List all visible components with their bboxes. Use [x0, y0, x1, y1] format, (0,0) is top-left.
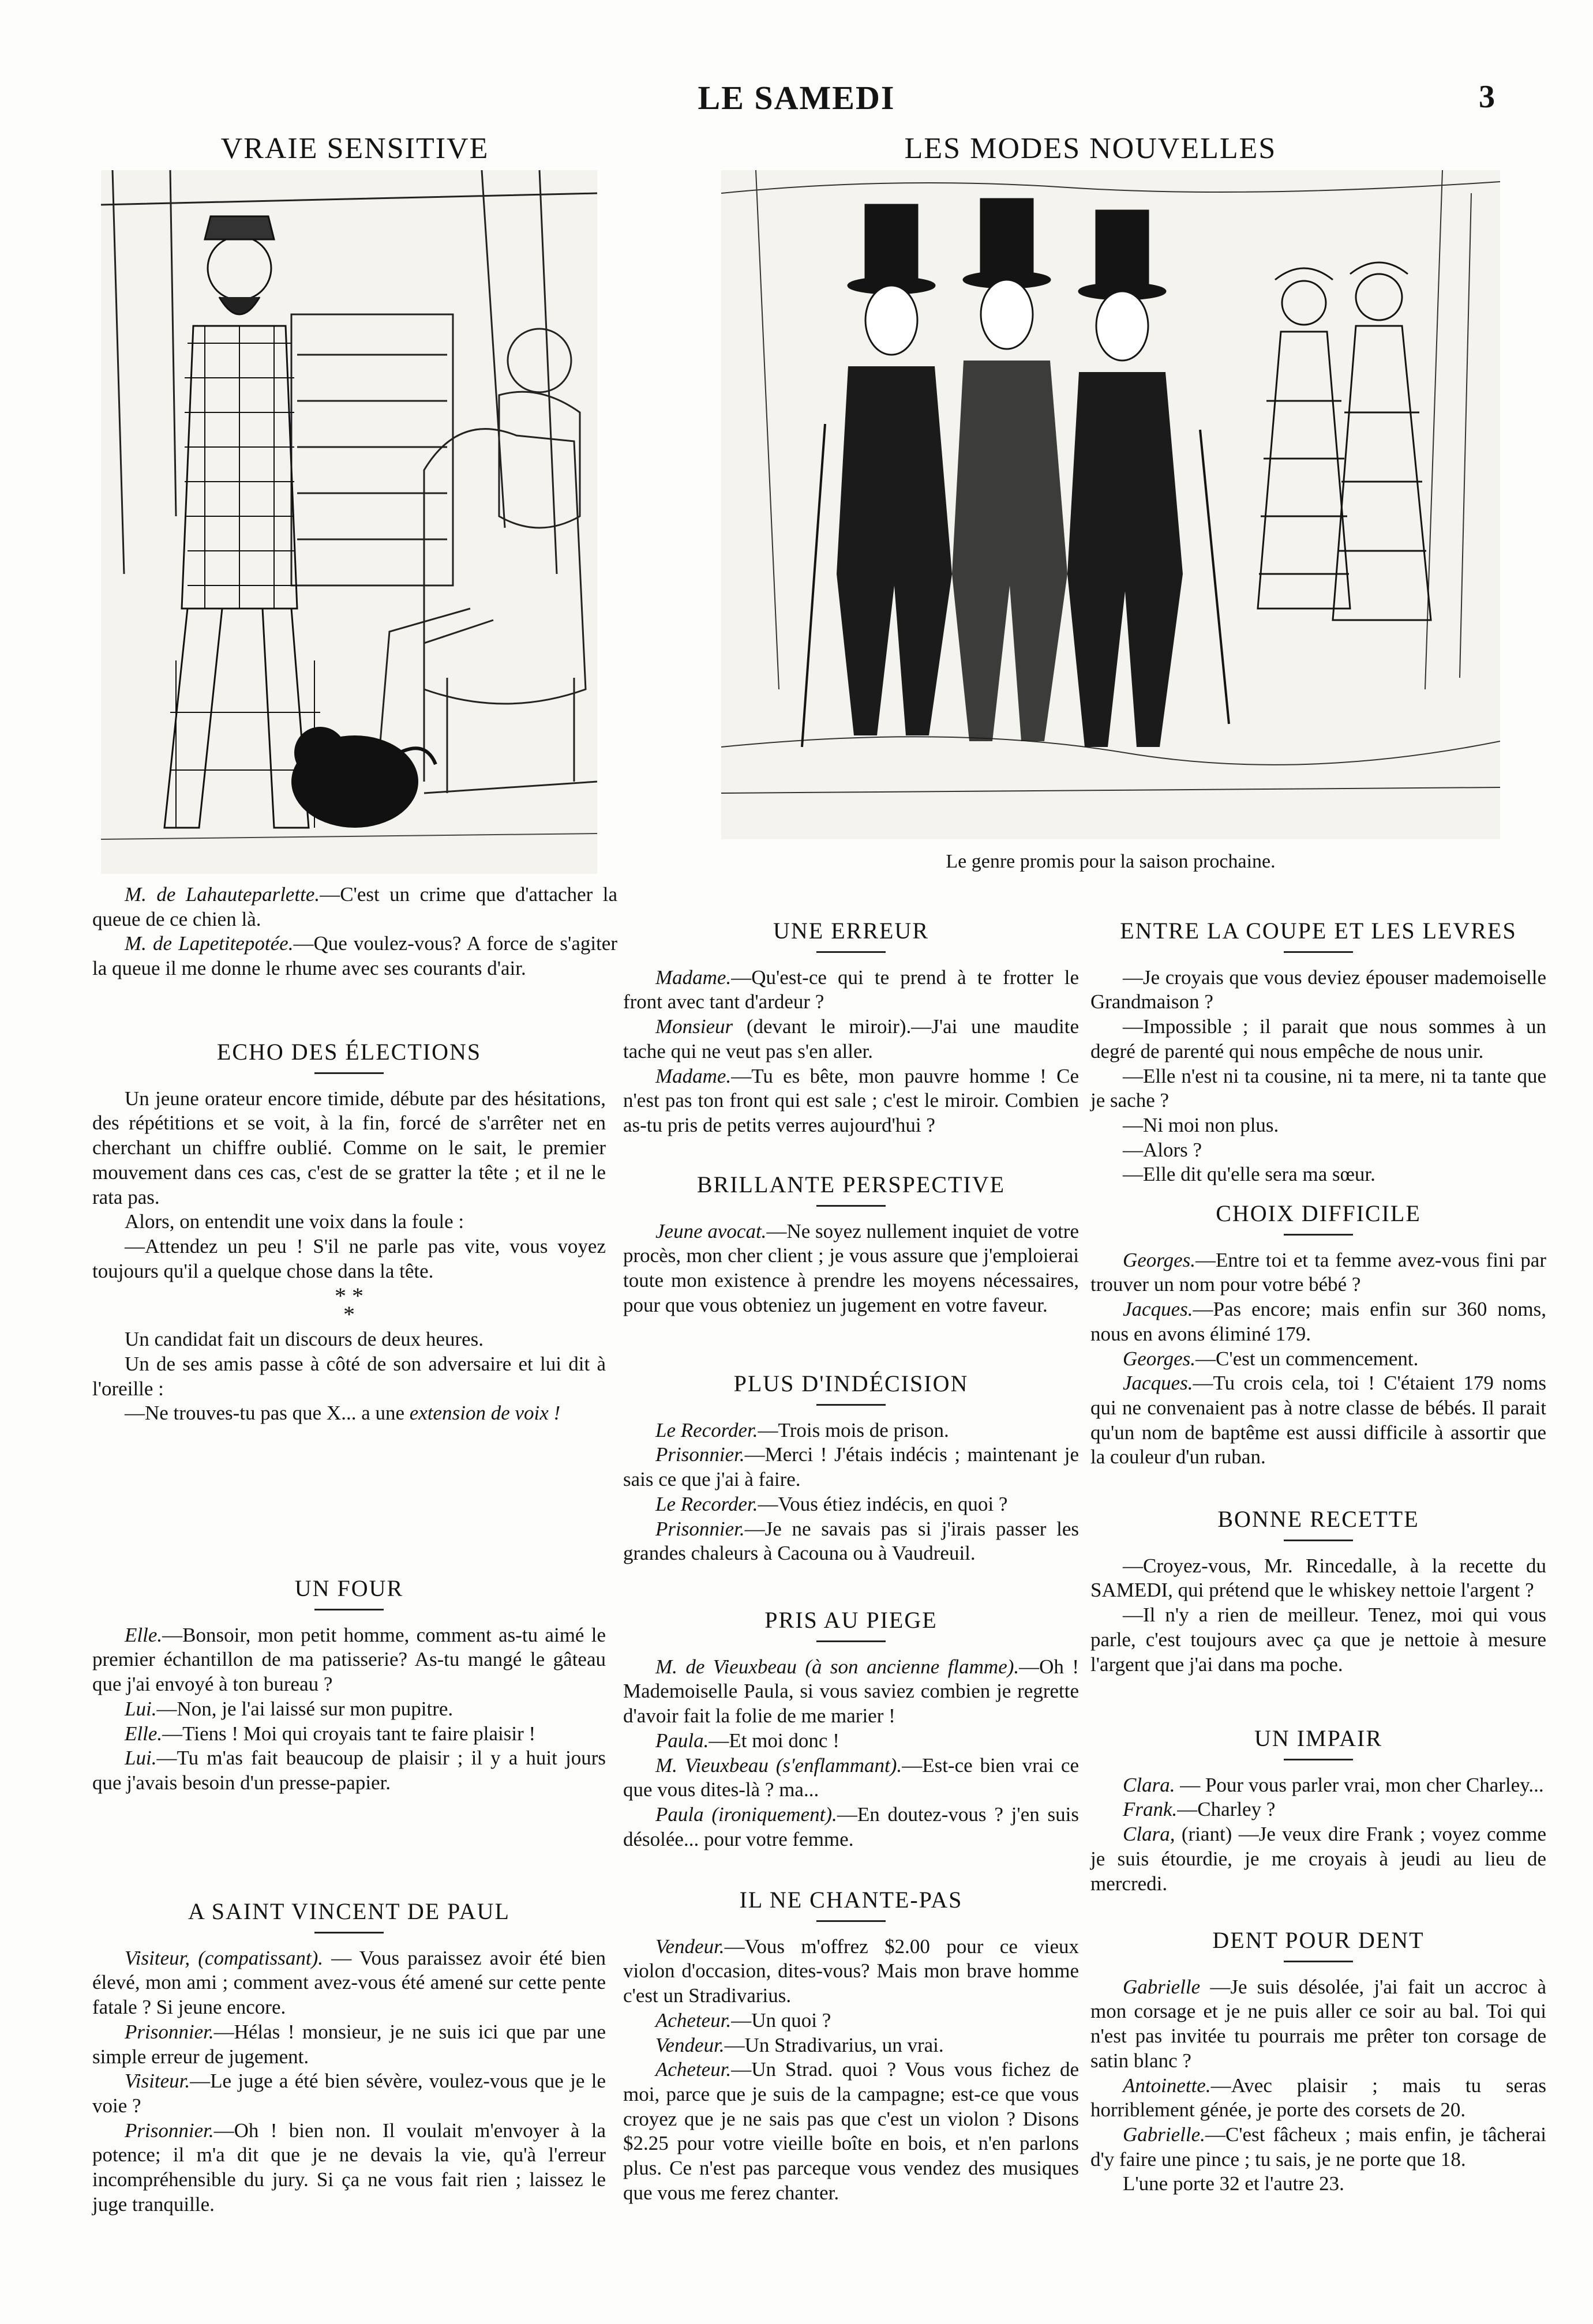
divider [816, 1920, 886, 1922]
dialogue-line: —Ni moi non plus. [1123, 1113, 1279, 1136]
dialogue-line: Visiteur, (compatissant). — Vous paraissez avoir été bien élevé, mon ami ; comment avez-vous été amené sur cette pente fatale ? Si jeune encore. [92, 1946, 606, 2019]
divider [1284, 1540, 1353, 1541]
dialogue-line: Monsieur (devant le miroir).—J'ai une maudite tache qui ne veut pas s'en aller. [623, 1015, 1079, 1062]
dialogue-line: Gabrielle —Je suis désolée, j'ai fait un accroc à mon corsage et je ne puis aller ce soir au bal. Toi qui n'est pas invitée tu pourrais me prêter ton corsage de satin blanc ? [1090, 1975, 1546, 2072]
dialogue-line: Clara, (riant) —Je veux dire Frank ; voyez comme je suis étourdie, je me croyais à jeudi au lieu de mercredi. [1090, 1823, 1546, 1895]
dialogue-line: Le Recorder.—Trois mois de prison. [655, 1418, 949, 1441]
section-title: UN IMPAIR [1254, 1725, 1383, 1751]
dialogue-line: Jeune avocat.—Ne soyez nullement inquiet de votre procès, mon cher client ; je vous assure que j'emploierai toute mon existence à prendre les moyens nécessaires, pour que vous obteniez un jugement en votre faveur. [623, 1219, 1079, 1316]
dialogue-line: Paula.—Et moi donc ! [655, 1729, 839, 1752]
section-dent-pour-dent [1090, 1927, 1546, 2197]
cartoon-left-title: VRAIE SENSITIVE [220, 132, 489, 165]
section-coupe-levres [1090, 917, 1546, 1187]
cartoon-right-illustration [721, 170, 1500, 839]
dialogue-line: Clara. — Pour vous parler vrai, mon cher Charley... [1123, 1773, 1544, 1796]
section-title: CHOIX DIFFICILE [1216, 1200, 1421, 1226]
dialogue-line: Georges.—Entre toi et ta femme avez-vous fini par trouver un nom pour votre bébé ? [1090, 1248, 1546, 1296]
dialogue-line: —Je croyais que vous deviez épouser mademoiselle Grandmaison ? [1090, 966, 1546, 1013]
section-title: BONNE RECETTE [1217, 1506, 1419, 1532]
divider [816, 1404, 886, 1406]
caption-line-1: M. de Lahauteparlette.—C'est un crime que d'attacher la queue de ce chien là. [92, 883, 617, 930]
section-title: PRIS AU PIEGE [764, 1607, 938, 1633]
dialogue-line: Jacques.—Pas encore; mais enfin sur 360 noms, nous en avons éliminé 179. [1090, 1298, 1546, 1345]
dialogue-line: —Elle n'est ni ta cousine, ni ta mere, ni ta tante que je sache ? [1090, 1064, 1546, 1112]
dialogue-line: —Il n'y a rien de meilleur. Tenez, moi qui vous parle, c'est toujours avec ça que je nettoie à mesure l'argent que j'ai dans ma poche. [1090, 1604, 1546, 1676]
section-title: UN FOUR [294, 1575, 404, 1601]
section-bonne-recette [1090, 1505, 1546, 1677]
masthead [0, 75, 1593, 127]
divider [1284, 951, 1353, 953]
dialogue-line: M. Vieuxbeau (s'enflammant).—Est-ce bien vrai ce que vous dites-là ? ma... [623, 1754, 1079, 1801]
dialogue-line: Visiteur.—Le juge a été bien sévère, voulez-vous que je le voie ? [92, 2070, 606, 2117]
dialogue-line: Lui.—Tu m'as fait beaucoup de plaisir ; il y a huit jours que j'avais besoin d'un presse-papier. [92, 1747, 606, 1794]
section-un-impair [1090, 1725, 1546, 1896]
cartoon-right-drawing [721, 170, 1500, 839]
cartoon-left-drawing [101, 170, 597, 874]
dialogue-line: Prisonnier.—Merci ! J'étais indécis ; maintenant je sais ce que j'ai à faire. [623, 1443, 1079, 1491]
dialogue-line: Jacques.—Tu crois cela, toi ! C'étaient 179 noms qui ne convenaient pas à notre classe de bébés. Il parait qu'un nom de baptême est aussi difficile à assortir que la couleur d'un ruban. [1090, 1372, 1546, 1469]
cartoon-left-illustration [101, 170, 597, 874]
divider [1284, 1759, 1353, 1760]
divider [314, 1072, 384, 1074]
section-echo-elections: ECHO DES ÉLECTIONS Un jeune orateur encore timide, débute par des hésitations, des répétitions et se voit, à la fin, forcé de s'arrêter net en cherchant un chiffre oublié. Comme on le sait, le premier mouvement dans ces cas, c'est de se gratter la tête ; et il ne le rata pas. Alors, on entendit une voix dans la foule : —Attendez un peu ! S'il ne parle pas vite, vous voyez toujours qu'il a quelque chose dans la tête. * * * Un candidat fait un discours de deux heures. Un de ses amis passe à côté de son adversaire et lui dit à l'oreille : —Ne trouves-tu pas que X... a une extension de voix ! [92, 1039, 606, 1425]
section-saint-vincent [92, 1898, 606, 2217]
dialogue-line: Georges.—C'est un commencement. [1123, 1347, 1419, 1370]
dialogue-line: Prisonnier.—Je ne savais pas si j'irais passer les grandes chaleurs à Cacouna ou à Vaudreuil. [623, 1517, 1079, 1565]
caption-line-2: M. de Lapetitepotée.—Que voulez-vous? A force de s'agiter la queue il me donne le rhume avec ses courants d'air. [92, 932, 617, 980]
divider [314, 1932, 384, 1933]
cartoon-right-caption: Le genre promis pour la saison prochaine. [946, 851, 1276, 872]
divider [816, 1640, 886, 1642]
dialogue-line: L'une porte 32 et l'autre 23. [1123, 2172, 1344, 2195]
dialogue-line: Antoinette.—Avec plaisir ; mais tu seras horriblement génée, je porte des corsets de 20. [1090, 2074, 1546, 2122]
page-number: 3 [1479, 79, 1495, 115]
section-title: ENTRE LA COUPE ET LES LEVRES [1120, 918, 1517, 944]
dialogue-line: M. de Vieuxbeau (à son ancienne flamme).—Oh ! Mademoiselle Paula, si vous saviez combien je regrette d'avoir fait la folie de me marier ! [623, 1655, 1079, 1728]
dialogue-line: Lui.—Non, je l'ai laissé sur mon pupitre. [125, 1697, 453, 1720]
section-pris-au-piege [623, 1606, 1079, 1852]
section-title: A SAINT VINCENT DE PAUL [188, 1898, 510, 1924]
divider [816, 1205, 886, 1207]
dialogue-line: Vendeur.—Vous m'offrez $2.00 pour ce vieux violon d'occasion, dites-vous? Mais mon brave homme c'est un Stradivarius. [623, 1935, 1079, 2007]
dialogue-line: Prisonnier.—Oh ! bien non. Il voulait m'envoyer à la potence; il m'a dit que je ne devais la vie, qu'à l'erreur incompréhensible du jury. Si ça ne vous fait rien ; laissez le juge tranquille. [92, 2119, 606, 2216]
dialogue-line: Gabrielle.—C'est fâcheux ; mais enfin, je tâcherai d'y faire une pince ; tu sais, je ne porte que 18. [1090, 2123, 1546, 2171]
dialogue-line: Frank.—Charley ? [1123, 1798, 1276, 1821]
divider [1284, 1961, 1353, 1962]
dialogue-line: —Impossible ; il parait que nous sommes à un degré de parenté qui nous empêche de nous unir. [1090, 1015, 1546, 1062]
dialogue-line: Vendeur.—Un Stradivarius, un vrai. [655, 2033, 944, 2056]
dialogue-line: Prisonnier.—Hélas ! monsieur, je ne suis ici que par une simple erreur de jugement. [92, 2020, 606, 2068]
dialogue-line: Acheteur.—Un quoi ? [655, 2008, 831, 2032]
dialogue-line: Madame.—Tu es bête, mon pauvre homme ! Ce n'est pas ton front qui est sale ; c'est le miroir. Combien as-tu pris de petits verres aujourd'hui ? [623, 1064, 1079, 1136]
section-title: ECHO DES ÉLECTIONS [216, 1039, 482, 1065]
divider [314, 1609, 384, 1610]
dialogue-line: Le Recorder.—Vous étiez indécis, en quoi ? [655, 1492, 1008, 1515]
divider [816, 951, 886, 953]
section-un-four [92, 1575, 606, 1796]
dialogue-line: Acheteur.—Un Strad. quoi ? Vous vous fichez de moi, parce que je suis de la campagne; est-ce que vous croyez que je ne sais pas que c'est un violon ? Disons $2.25 pour votre vieille boîte en bois, et n'en parlons plus. Ce n'est pas parceque vous vendez des musiques que vous me ferez chanter. [623, 2058, 1079, 2204]
section-title: IL NE CHANTE-PAS [739, 1887, 963, 1913]
asterism: * * * [335, 1283, 363, 1328]
section-title: DENT POUR DENT [1212, 1927, 1425, 1953]
section-brillante-perspective [623, 1171, 1079, 1318]
section-choix-difficile [1090, 1200, 1546, 1470]
newspaper-title: LE SAMEDI [698, 79, 895, 117]
cartoon-right-title: LES MODES NOUVELLES [904, 132, 1277, 165]
section-plus-indecision [623, 1370, 1079, 1566]
section-title: PLUS D'INDÉCISION [733, 1371, 969, 1396]
section-ne-chante-pas [623, 1886, 1079, 2205]
dialogue-line: Madame.—Qu'est-ce qui te prend à te frotter le front avec tant d'ardeur ? [623, 966, 1079, 1013]
dialogue-line: —Elle dit qu'elle sera ma sœur. [1123, 1163, 1375, 1186]
dialogue-line: Elle.—Tiens ! Moi qui croyais tant te faire plaisir ! [125, 1722, 536, 1745]
dialogue-line: —Croyez-vous, Mr. Rincedalle, à la recette du SAMEDI, qui prétend que le whiskey nettoie l'argent ? [1090, 1554, 1546, 1602]
divider [1284, 1234, 1353, 1236]
section-title: BRILLANTE PERSPECTIVE [696, 1172, 1006, 1197]
dialogue-line: Elle.—Bonsoir, mon petit homme, comment as-tu aimé le premier échantillon de ma patisserie? As-tu mangé le gâteau que j'ai envoyé à ton bureau ? [92, 1623, 606, 1696]
dialogue-line: Paula (ironiquement).—En doutez-vous ? j'en suis désolée... pour votre femme. [623, 1803, 1080, 1850]
dialogue-line: —Alors ? [1123, 1138, 1202, 1161]
section-title: UNE ERREUR [773, 918, 929, 944]
section-une-erreur [623, 917, 1079, 1138]
cartoon-left-caption [92, 883, 617, 981]
